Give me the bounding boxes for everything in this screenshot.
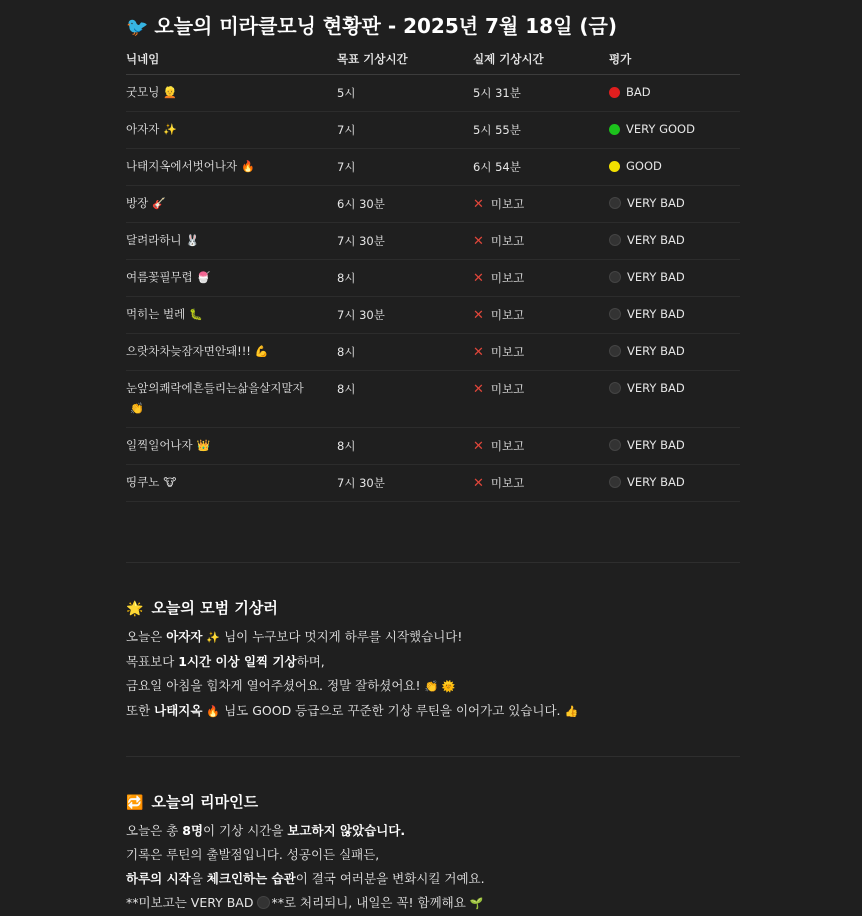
table-header-row bbox=[126, 44, 740, 75]
target-time: 8시 bbox=[337, 345, 356, 359]
target-time-cell bbox=[337, 371, 473, 428]
repeat-icon: 🔁 bbox=[126, 795, 144, 811]
actual-time-cell bbox=[473, 75, 609, 112]
grade-cell bbox=[609, 75, 740, 112]
target-time: 8시 bbox=[337, 439, 356, 453]
page-title-text: 오늘의 미라클모닝 현황판 - 2025년 7월 18일 (금) bbox=[154, 14, 617, 38]
nickname-emoji-icon: 👱 bbox=[163, 86, 178, 99]
nickname: 먹히는 벌레 bbox=[126, 307, 186, 321]
grade-label: GOOD bbox=[626, 159, 662, 173]
table-row bbox=[126, 223, 740, 260]
black-circle-icon bbox=[257, 896, 270, 909]
actual-time-cell bbox=[473, 149, 609, 186]
nickname: 일찍일어나자 bbox=[126, 438, 193, 452]
nickname-cell bbox=[126, 149, 337, 186]
grade-dot-icon bbox=[609, 197, 621, 209]
nickname-cell bbox=[126, 297, 337, 334]
actual-time-cell bbox=[473, 428, 609, 465]
grade-label: BAD bbox=[626, 85, 651, 99]
model-line-3: 금요일 아침을 힘차게 열어주셨어요. 정말 잘하셨어요! 👏 🌞 bbox=[126, 678, 456, 693]
cross-icon: ✕ bbox=[473, 197, 484, 212]
target-time-cell bbox=[337, 75, 473, 112]
nickname-cell bbox=[126, 334, 337, 371]
grade-cell bbox=[609, 297, 740, 334]
target-time: 7시 30분 bbox=[337, 476, 385, 490]
clap-sun-icon: 👏 🌞 bbox=[424, 680, 456, 693]
header-nickname: 닉네임 bbox=[126, 44, 337, 75]
grade-dot-icon bbox=[609, 124, 620, 135]
model-title-text: 오늘의 모범 기상러 bbox=[151, 599, 278, 617]
grade-label: VERY BAD bbox=[627, 475, 685, 489]
grade-cell bbox=[609, 223, 740, 260]
nickname-cell bbox=[126, 223, 337, 260]
reminder-line-2: 기록은 루틴의 출발점입니다. 성공이든 실패든, bbox=[126, 847, 380, 862]
grade-label: VERY BAD bbox=[627, 196, 685, 210]
grade-cell bbox=[609, 428, 740, 465]
target-time-cell bbox=[337, 428, 473, 465]
target-time: 7시 30분 bbox=[337, 308, 385, 322]
star-icon: 🌟 bbox=[126, 601, 144, 617]
nickname-emoji-icon: 👏 bbox=[130, 402, 144, 415]
grade-dot-icon bbox=[609, 234, 621, 246]
divider bbox=[126, 756, 740, 757]
table-row bbox=[126, 112, 740, 149]
reminder-section bbox=[126, 789, 740, 916]
grade-cell bbox=[609, 465, 740, 502]
nickname-emoji-icon: 👑 bbox=[196, 439, 211, 452]
reminder-section-title bbox=[126, 789, 740, 815]
nickname-emoji-icon: 🐛 bbox=[189, 308, 203, 321]
table-row bbox=[126, 428, 740, 465]
nickname-cell bbox=[126, 186, 337, 223]
target-time: 5시 bbox=[337, 86, 356, 100]
grade-label: VERY BAD bbox=[627, 270, 685, 284]
nickname: 아자자 bbox=[126, 122, 160, 136]
grade-label: VERY BAD bbox=[627, 438, 685, 452]
grade-cell bbox=[609, 112, 740, 149]
header-target-time: 목표 기상시간 bbox=[337, 44, 473, 75]
nickname: 나태지옥에서벗어나자 bbox=[126, 159, 238, 173]
not-reported-label: 미보고 bbox=[490, 345, 525, 359]
target-time: 7시 bbox=[337, 123, 356, 137]
target-time-cell bbox=[337, 186, 473, 223]
grade-label: VERY BAD bbox=[627, 233, 685, 247]
morning-board bbox=[126, 0, 740, 916]
grade-dot-icon bbox=[609, 161, 620, 172]
actual-time-cell bbox=[473, 465, 609, 502]
target-time-cell bbox=[337, 260, 473, 297]
grade-label: VERY BAD bbox=[627, 344, 685, 358]
second-name: 나태지옥 bbox=[154, 703, 203, 718]
table-row bbox=[126, 75, 740, 112]
grade-dot-icon bbox=[609, 271, 621, 283]
target-time: 7시 bbox=[337, 160, 356, 174]
grade-label: VERY BAD bbox=[627, 381, 685, 395]
not-reported-label: 미보고 bbox=[490, 234, 525, 248]
model-line-2: 목표보다 1시간 이상 일찍 기상하며, bbox=[126, 654, 325, 669]
target-time-cell bbox=[337, 334, 473, 371]
not-reported-label: 미보고 bbox=[490, 476, 525, 490]
target-time-cell bbox=[337, 465, 473, 502]
nickname: 눈앞의쾌락에흔들리는삶을살지말자 bbox=[126, 381, 304, 395]
model-line-4: 또한 나태지옥 🔥 님도 GOOD 등급으로 꾸준한 기상 루틴을 이어가고 있습니다. 👍 bbox=[126, 703, 579, 718]
fire-icon: 🔥 bbox=[206, 705, 221, 718]
table-row bbox=[126, 465, 740, 502]
target-time-cell bbox=[337, 297, 473, 334]
table-row bbox=[126, 260, 740, 297]
grade-dot-icon bbox=[609, 308, 621, 320]
grade-dot-icon bbox=[609, 382, 621, 394]
target-time: 7시 30분 bbox=[337, 234, 385, 248]
grade-dot-icon bbox=[609, 345, 621, 357]
target-time: 8시 bbox=[337, 382, 356, 396]
nickname: 방장 bbox=[126, 196, 149, 210]
nickname-emoji-icon: ✨ bbox=[163, 123, 178, 136]
wakeup-table bbox=[126, 44, 740, 502]
not-reported-label: 미보고 bbox=[490, 197, 525, 211]
nickname: 굿모닝 bbox=[126, 85, 160, 99]
grade-dot-icon bbox=[609, 87, 620, 98]
not-reported-label: 미보고 bbox=[490, 308, 525, 322]
actual-time-cell bbox=[473, 334, 609, 371]
header-grade: 평가 bbox=[609, 44, 740, 75]
grade-cell bbox=[609, 260, 740, 297]
thumbs-up-icon: 👍 bbox=[564, 705, 579, 718]
grade-dot-icon bbox=[609, 476, 621, 488]
reminder-line-4: **미보고는 VERY BAD **로 처리되니, 내일은 꼭! 함께해요 🌱 bbox=[126, 895, 484, 910]
nickname-emoji-icon: 🔥 bbox=[241, 160, 255, 173]
table-row bbox=[126, 334, 740, 371]
grade-dot-icon bbox=[609, 439, 621, 451]
nickname: 달려라하니 bbox=[126, 233, 182, 247]
grade-cell bbox=[609, 149, 740, 186]
target-time: 8시 bbox=[337, 271, 356, 285]
cross-icon: ✕ bbox=[473, 345, 484, 360]
nickname-cell bbox=[126, 260, 337, 297]
divider bbox=[126, 562, 740, 563]
actual-time: 6시 54분 bbox=[473, 160, 521, 174]
actual-time: 5시 55분 bbox=[473, 123, 521, 137]
nickname-cell bbox=[126, 428, 337, 465]
target-time-cell bbox=[337, 149, 473, 186]
table-row bbox=[126, 297, 740, 334]
model-section-title bbox=[126, 595, 740, 621]
model-line-1: 오늘은 아자자 ✨ 님이 누구보다 멋지게 하루를 시작했습니다! bbox=[126, 629, 463, 644]
page-title bbox=[126, 10, 740, 42]
cross-icon: ✕ bbox=[473, 271, 484, 286]
grade-cell bbox=[609, 334, 740, 371]
nickname: 띵쿠노 bbox=[126, 475, 160, 489]
cross-icon: ✕ bbox=[473, 439, 484, 454]
grade-cell bbox=[609, 186, 740, 223]
bird-icon: 🐦 bbox=[126, 17, 149, 38]
actual-time-cell bbox=[473, 260, 609, 297]
nickname-cell bbox=[126, 112, 337, 149]
reminder-line-3: 하루의 시작을 체크인하는 습관이 결국 여러분을 변화시킬 거예요. bbox=[126, 871, 485, 886]
nickname-emoji-icon: 🐰 bbox=[185, 234, 200, 247]
not-reported-label: 미보고 bbox=[490, 382, 525, 396]
cross-icon: ✕ bbox=[473, 308, 484, 323]
reminder-paragraph bbox=[126, 819, 740, 916]
sparkles-icon: ✨ bbox=[206, 631, 221, 644]
target-time: 6시 30분 bbox=[337, 197, 385, 211]
reminder-title-text: 오늘의 리마인드 bbox=[151, 793, 259, 811]
actual-time-cell bbox=[473, 223, 609, 260]
table-row bbox=[126, 149, 740, 186]
actual-time-cell bbox=[473, 297, 609, 334]
nickname-emoji-icon: 🐮 bbox=[163, 476, 177, 489]
table-row bbox=[126, 371, 740, 428]
actual-time-cell bbox=[473, 371, 609, 428]
model-paragraph bbox=[126, 625, 740, 724]
actual-time: 5시 31분 bbox=[473, 86, 521, 100]
nickname: 여름꽃필무렵 bbox=[126, 270, 193, 284]
header-actual-time: 실제 기상시간 bbox=[473, 44, 609, 75]
nickname-emoji-icon: 💪 bbox=[254, 345, 269, 358]
not-reported-label: 미보고 bbox=[490, 439, 525, 453]
model-section bbox=[126, 595, 740, 724]
nickname: 으랏차차늦잠자면안돼!!! bbox=[126, 344, 251, 358]
nickname-cell bbox=[126, 371, 337, 428]
model-name: 아자자 bbox=[166, 629, 203, 644]
target-time-cell bbox=[337, 112, 473, 149]
seedling-icon: 🌱 bbox=[469, 897, 484, 910]
cross-icon: ✕ bbox=[473, 382, 484, 397]
table-row bbox=[126, 186, 740, 223]
cross-icon: ✕ bbox=[473, 234, 484, 249]
reminder-line-1: 오늘은 총 8명이 기상 시간을 보고하지 않았습니다. bbox=[126, 823, 406, 838]
nickname-cell bbox=[126, 75, 337, 112]
nickname-emoji-icon: 🍧 bbox=[196, 271, 211, 284]
cross-icon: ✕ bbox=[473, 476, 484, 491]
grade-label: VERY BAD bbox=[627, 307, 685, 321]
nickname-emoji-icon: 🎸 bbox=[152, 197, 166, 210]
missing-count: 8명 bbox=[182, 823, 204, 838]
grade-label: VERY GOOD bbox=[626, 122, 695, 136]
actual-time-cell bbox=[473, 112, 609, 149]
nickname-cell bbox=[126, 465, 337, 502]
target-time-cell bbox=[337, 223, 473, 260]
actual-time-cell bbox=[473, 186, 609, 223]
not-reported-label: 미보고 bbox=[490, 271, 525, 285]
grade-cell bbox=[609, 371, 740, 428]
